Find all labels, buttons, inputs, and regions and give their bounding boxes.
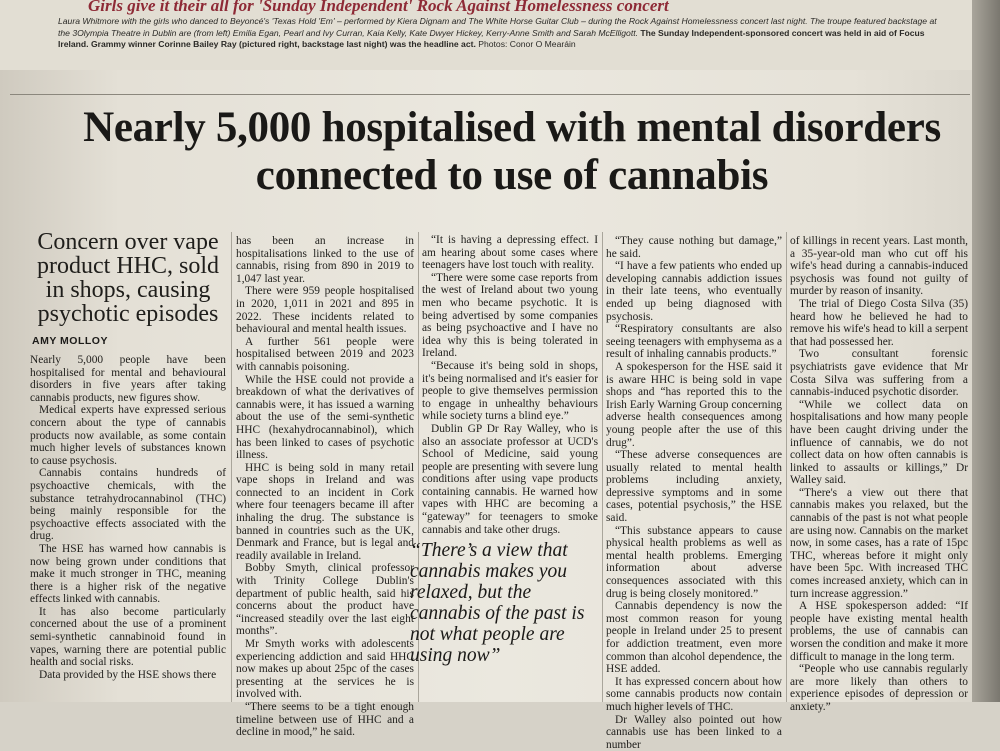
paragraph: “There were some case reports from the west of Ireland about two young men who became psychotic. It is being advertised by some companies as being psychoactive and I have no idea why this is being tolerated in Ireland. bbox=[422, 271, 598, 360]
paragraph: “There seems to be a tight enough timeline between use of HHC and a decline in mood,” he said. bbox=[236, 700, 414, 739]
pull-quote: “There’s a view that cannabis makes you relaxed, but the cannabis of the past is not what people are using now” bbox=[410, 540, 585, 666]
paragraph: has been an increase in hospitalisations linked to the use of cannabis, rising from 890 in 2019 to 1,047 last year. bbox=[236, 235, 414, 285]
paragraph: Cannabis dependency is now the most common reason for young people in Ireland under 25 to present for addiction treatment, even more common than alcohol dependence, the HSE added. bbox=[606, 600, 782, 676]
photo-credit: Photos: Conor O Mearáin bbox=[478, 39, 576, 50]
article-headline: Nearly 5,000 hospitalised with mental disorders connected to use of cannabis bbox=[83, 104, 941, 199]
caption-bold-text: The Sunday Independent-sponsored concert was held in aid of Focus Ireland. Grammy winner Corinne Bailey Ray (pictured right, backstage last night) was the headline act. bbox=[58, 27, 925, 50]
caption-kicker: Girls give it their all for 'Sunday Independent' Rock Against Homelessness concert bbox=[88, 0, 669, 15]
column-rule bbox=[231, 232, 232, 702]
paragraph: Mr Smyth works with adolescents experiencing addiction and said HHC now makes up about 25pc of the cases presenting at the services he is involved with. bbox=[236, 638, 414, 701]
paragraph: The HSE has warned how cannabis is now being grown under conditions that make it much stronger in THC, meaning there is a higher risk of the negative effects linked with cannabis. bbox=[30, 542, 226, 606]
paragraph: Dr Walley also pointed out how cannabis use has been linked to a number bbox=[606, 713, 782, 751]
paragraph: “There's a view out there that cannabis makes you relaxed, but the cannabis of the past is not what people are using now. Cannabis on the market now, in some cases, has a rate of 15pc THC, whereas before it might only have been 5pc. With increased THC comes increased anxiety, which can in turn increase aggression.” bbox=[790, 486, 968, 600]
paragraph: HHC is being sold in many retail vape shops in Ireland and was connected to an incident in Cork where four teenagers became ill after inhaling the drug. The substance is banned in countries such as the UK, Denmark and France, but is legal and readily available in Ireland. bbox=[236, 461, 414, 562]
paragraph: Data provided by the HSE shows there bbox=[39, 668, 217, 681]
paragraph: Medical experts have expressed serious concern about the type of cannabis products now available, as some contain much higher levels of substances known to cause psychosis. bbox=[30, 404, 226, 467]
paragraph: “They cause nothing but damage,” he said. bbox=[606, 235, 782, 260]
article-column-5 bbox=[790, 235, 968, 713]
paragraph: “People who use cannabis regularly are more likely than others to experience episodes of depression or anxiety.” bbox=[790, 663, 968, 713]
article-column-2 bbox=[236, 235, 414, 739]
paragraph: A HSE spokesperson added: “If people have existing mental health problems, the use of cannabis can worsen the condition and make it more difficult to manage in the long term. bbox=[790, 600, 968, 663]
paragraph: “Because it's being sold in shops, it's being normalised and it's easier for people to give themselves permission to engage in unhealthy behaviours while society turns a blind eye.” bbox=[422, 359, 598, 423]
paragraph: “It is having a depressing effect. I am hearing about some cases where teenagers have lost touch with reality. bbox=[422, 234, 598, 272]
paragraph: There were 959 people hospitalised in 2020, 1,011 in 2021 and 895 in 2022. These incidents related to behavioural and mental health issues. bbox=[236, 285, 414, 336]
paragraph: It has expressed concern about how some cannabis products now contain much higher levels of THC. bbox=[606, 675, 782, 713]
paragraph: “Respiratory consultants are also seeing teenagers with emphysema as a result of inhaling cannabis products.” bbox=[606, 323, 782, 361]
photo-caption bbox=[58, 16, 938, 51]
paragraph: “These adverse consequences are usually related to mental health problems including anxiety, depressive symptoms and in some cases, potential psychosis,” the HSE said. bbox=[606, 449, 782, 525]
paragraph: A spokesperson for the HSE said it is aware HHC is being sold in vape shops and “has reported this to the Irish Early Warning Group concerning adverse health consequences among young people after the use of this drug”. bbox=[606, 360, 782, 449]
column-rule bbox=[602, 232, 603, 702]
paragraph: Nearly 5,000 people have been hospitalised for mental and behavioural disorders in five years after taking cannabis products, new figures show. bbox=[30, 354, 226, 404]
section-divider bbox=[10, 94, 970, 95]
paragraph: “While we collect data on hospitalisations and how many people have been caught driving under the influence of cannabis, we do not collect data on how often cannabis is linked to assaults or killings,” Dr Walley said. bbox=[790, 398, 968, 487]
article-byline: AMY MOLLOY bbox=[32, 335, 108, 347]
paragraph: Cannabis contains hundreds of psychoactive chemicals, with the substance tetrahydrocannabinol (THC) being mainly responsible for the psychoactive effects associated with the drug. bbox=[30, 467, 226, 543]
photo-caption-strip bbox=[0, 0, 1000, 70]
adjacent-photo-edge bbox=[972, 0, 1000, 702]
paragraph: of killings in recent years. Last month, a 35-year-old man who cut off his wife's head during a cannabis-induced psychosis was found not guilty of murder by reason of insanity. bbox=[790, 235, 968, 298]
caption-text: Laura Whitmore with the girls who danced to Beyoncé's 'Texas Hold 'Em' – performed by Kiera Dignam and The White Horse Guitar Club – during the Rock Against Homelessness concert last night. The troupe featured backstage at the 3Olympia Theatre in Dublin are (from left) Emilia Egan, Pearl and Ivy Curran, Kaia Kelly, Kate Dwyer Hickey, Kerry-Anne Smith and Sarah McElligott. bbox=[58, 16, 937, 38]
paragraph: The trial of Diego Costa Silva (35) heard how he believed he had to remove his wife's head to kill a serpent that had possessed her. bbox=[790, 297, 968, 348]
paragraph: While the HSE could not provide a breakdown of what the derivatives of cannabis were, it has issued a warning about the use of the semi-synthetic HHC (hexahydrocannabinol), which has been linked to cases of psychotic illness. bbox=[236, 373, 414, 462]
paragraph: Bobby Smyth, clinical professor with Trinity College Dublin's department of public health, said his concerns about the product have “increased steadily over the last eight months”. bbox=[236, 562, 414, 638]
paragraph: “I have a few patients who ended up developing cannabis addiction issues in their late teens, who eventually ended up being diagnosed with psychosis. bbox=[606, 260, 782, 323]
paragraph: “This substance appears to cause physical health problems as well as mental health problems. Emerging information about adverse consequences associated with this drug is being closely monitored.” bbox=[606, 524, 782, 600]
paragraph: A further 561 people were hospitalised between 2019 and 2023 with cannabis poisoning. bbox=[236, 335, 414, 373]
paragraph: Two consultant forensic psychiatrists gave evidence that Mr Costa Silva was suffering from a cannabis-induced psychotic disorder. bbox=[790, 348, 968, 399]
article-deck: Concern over vape product HHC, sold in shops, causing psychotic episodes bbox=[37, 229, 219, 327]
article-column-4 bbox=[606, 235, 782, 751]
paragraph: It has also become particularly concerned about the use of a prominent semi-synthetic cannabinoid found in vapes, warning there are potential public health and social risks. bbox=[30, 605, 226, 669]
article-column-1 bbox=[30, 354, 226, 700]
column-rule bbox=[786, 232, 787, 702]
article-column-3 bbox=[422, 234, 598, 534]
paragraph: Dublin GP Dr Ray Walley, who is also an associate professor at UCD's School of Medicine, said young people are presenting with severe lung conditions after using vape products containing cannabis. He warned how vapes with HHC are becoming a “gateway” for teenagers to smoke cannabis and take other drugs. bbox=[422, 422, 598, 536]
